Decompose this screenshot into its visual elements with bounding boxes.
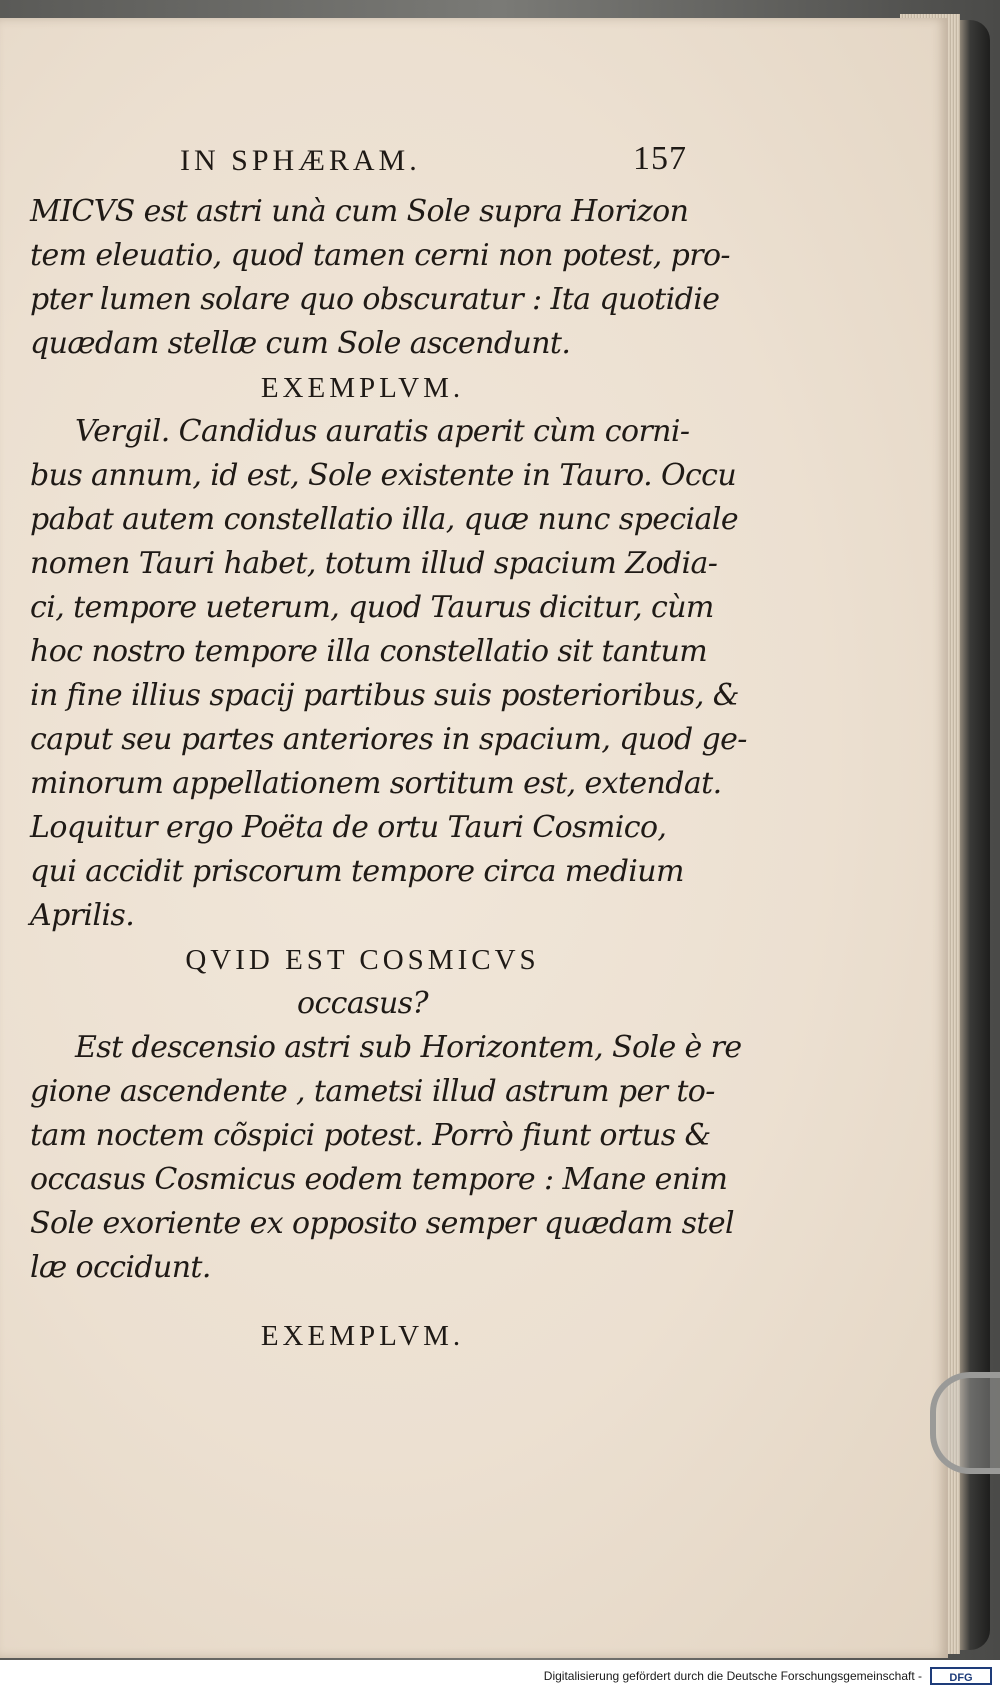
text-line: occasus Cosmicus eodem tempore : Mane enim <box>30 1162 728 1197</box>
text-line: pter lumen solare quo obscuratur : Ita quotidie <box>30 282 720 317</box>
text-line: Vergil. Candidus auratis aperit cùm corni- <box>75 414 690 449</box>
running-head-title: IN SPHÆRAM. <box>180 144 421 177</box>
text-line: bus annum, id est, Sole existente in Tauro. Occu <box>30 458 737 493</box>
paragraph-answer <box>30 1026 742 1290</box>
text-line: MICVS est astri unà cum Sole supra Horizon <box>30 194 689 229</box>
text-line: tem eleuatio, quod tamen cerni non potest, pro- <box>30 238 730 273</box>
text-line: in fine illius spacij partibus suis posterioribus, & <box>30 678 739 713</box>
digitization-footer <box>0 1660 1000 1692</box>
text-line: minorum appellationem sortitum est, extendat. <box>30 766 722 801</box>
text-line: gione ascendente , tametsi illud astrum per to- <box>30 1074 715 1109</box>
text-line: qui accidit priscorum tempore circa medium <box>30 854 684 889</box>
spacer <box>30 1290 695 1314</box>
footer-credit: Digitalisierung gefördert durch die Deutsche Forschungsgemeinschaft - <box>543 1669 922 1683</box>
page-text-block <box>30 136 747 1358</box>
paragraph-example <box>30 410 747 938</box>
text-line: tam noctem cõspici potest. Porrò fiunt ortus & <box>30 1118 711 1153</box>
paragraph-intro <box>30 190 730 366</box>
question-subheading: occasus? <box>297 986 428 1021</box>
question-heading: QVID EST COSMICVS <box>185 944 540 976</box>
text-line: læ occidunt. <box>30 1250 211 1285</box>
running-head <box>30 136 695 190</box>
text-line: Est descensio astri sub Horizontem, Sole è re <box>75 1030 742 1065</box>
text-line: ci, tempore ueterum, quod Taurus dicitur, cùm <box>30 590 714 625</box>
text-line: Aprilis. <box>30 898 135 933</box>
section-heading-exemplum-1: EXEMPLVM. <box>260 372 465 404</box>
text-line: pabat autem constellatio illa, quæ nunc speciale <box>30 502 738 537</box>
text-line: nomen Tauri habet, totum illud spacium Zodia- <box>30 546 718 581</box>
page-clip <box>930 1372 1000 1474</box>
text-line: hoc nostro tempore illa constellatio sit tantum <box>30 634 708 669</box>
text-line: Loquitur ergo Poëta de ortu Tauri Cosmico, <box>30 810 667 845</box>
text-line: Sole exoriente ex opposito semper quædam stel <box>30 1206 735 1241</box>
page-number: 157 <box>633 140 687 177</box>
text-line: caput seu partes anteriores in spacium, quod ge- <box>30 722 747 757</box>
book-page <box>0 18 948 1658</box>
section-heading-exemplum-2: EXEMPLVM. <box>260 1320 465 1352</box>
dfg-logo-icon: DFG <box>930 1667 992 1685</box>
text-line: quædam stellæ cum Sole ascendunt. <box>30 326 571 361</box>
